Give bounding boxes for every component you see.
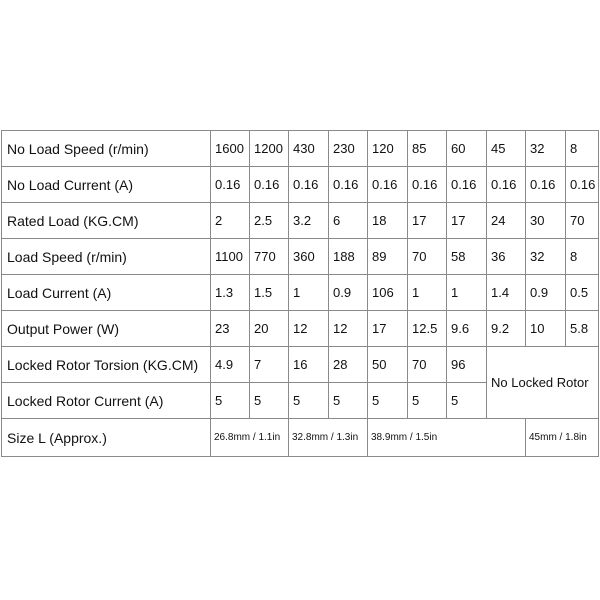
table-cell: 4.9 bbox=[211, 347, 250, 383]
table-cell: 5 bbox=[211, 383, 250, 419]
table-cell: 2.5 bbox=[250, 203, 289, 239]
table-cell: 17 bbox=[368, 311, 408, 347]
table-cell: 106 bbox=[368, 275, 408, 311]
table-cell: 12 bbox=[329, 311, 368, 347]
table-cell: 8 bbox=[566, 239, 599, 275]
no-locked-rotor-note: No Locked Rotor bbox=[487, 347, 599, 419]
table-cell: 0.16 bbox=[526, 167, 566, 203]
row-label: Size L (Approx.) bbox=[2, 419, 211, 457]
table-cell: 96 bbox=[447, 347, 487, 383]
table-row bbox=[2, 167, 599, 203]
table-cell: 12 bbox=[289, 311, 329, 347]
table-cell: 32 bbox=[526, 131, 566, 167]
table-cell: 30 bbox=[526, 203, 566, 239]
table-cell: 0.16 bbox=[368, 167, 408, 203]
table-row bbox=[2, 239, 599, 275]
table-cell: 45 bbox=[487, 131, 526, 167]
size-group-cell: 45mm / 1.8in bbox=[526, 419, 599, 457]
size-group-cell: 38.9mm / 1.5in bbox=[368, 419, 526, 457]
table-row bbox=[2, 275, 599, 311]
table-cell: 430 bbox=[289, 131, 329, 167]
row-label: Output Power (W) bbox=[2, 311, 211, 347]
table-cell: 1 bbox=[289, 275, 329, 311]
table-cell: 0.16 bbox=[289, 167, 329, 203]
table-cell: 120 bbox=[368, 131, 408, 167]
size-group-cell: 32.8mm / 1.3in bbox=[289, 419, 368, 457]
table-cell: 5.8 bbox=[566, 311, 599, 347]
table-cell: 0.9 bbox=[329, 275, 368, 311]
table-cell: 5 bbox=[408, 383, 447, 419]
table-cell: 230 bbox=[329, 131, 368, 167]
table-cell: 23 bbox=[211, 311, 250, 347]
table-cell: 0.5 bbox=[566, 275, 599, 311]
row-label: Load Current (A) bbox=[2, 275, 211, 311]
table-cell: 0.16 bbox=[447, 167, 487, 203]
table-cell: 0.16 bbox=[408, 167, 447, 203]
table-cell: 0.16 bbox=[566, 167, 599, 203]
table-cell: 60 bbox=[447, 131, 487, 167]
table-cell: 8 bbox=[566, 131, 599, 167]
table-cell: 18 bbox=[368, 203, 408, 239]
row-label: No Load Current (A) bbox=[2, 167, 211, 203]
table-cell: 89 bbox=[368, 239, 408, 275]
table-cell: 7 bbox=[250, 347, 289, 383]
table-cell: 85 bbox=[408, 131, 447, 167]
table-cell: 1600 bbox=[211, 131, 250, 167]
table-cell: 1.5 bbox=[250, 275, 289, 311]
row-label: Locked Rotor Torsion (KG.CM) bbox=[2, 347, 211, 383]
table-cell: 0.16 bbox=[211, 167, 250, 203]
table-cell: 70 bbox=[566, 203, 599, 239]
table-row bbox=[2, 131, 599, 167]
table-cell: 0.9 bbox=[526, 275, 566, 311]
table-row bbox=[2, 347, 599, 383]
row-label: Load Speed (r/min) bbox=[2, 239, 211, 275]
row-label: Rated Load (KG.CM) bbox=[2, 203, 211, 239]
table-cell: 1100 bbox=[211, 239, 250, 275]
table-cell: 70 bbox=[408, 239, 447, 275]
table-cell: 1200 bbox=[250, 131, 289, 167]
table-cell: 10 bbox=[526, 311, 566, 347]
table-cell: 50 bbox=[368, 347, 408, 383]
table-row bbox=[2, 311, 599, 347]
table-cell: 1.3 bbox=[211, 275, 250, 311]
table-cell: 20 bbox=[250, 311, 289, 347]
table-row bbox=[2, 419, 599, 457]
table-cell: 70 bbox=[408, 347, 447, 383]
row-label: Locked Rotor Current (A) bbox=[2, 383, 211, 419]
table-cell: 5 bbox=[368, 383, 408, 419]
table-cell: 360 bbox=[289, 239, 329, 275]
table-cell: 9.2 bbox=[487, 311, 526, 347]
table-cell: 2 bbox=[211, 203, 250, 239]
table-cell: 1.4 bbox=[487, 275, 526, 311]
table-cell: 6 bbox=[329, 203, 368, 239]
table-cell: 12.5 bbox=[408, 311, 447, 347]
table-cell: 770 bbox=[250, 239, 289, 275]
table-cell: 5 bbox=[250, 383, 289, 419]
table-cell: 1 bbox=[408, 275, 447, 311]
motor-spec-table bbox=[1, 130, 599, 457]
size-group-cell: 26.8mm / 1.1in bbox=[211, 419, 289, 457]
table-cell: 5 bbox=[329, 383, 368, 419]
table-cell: 17 bbox=[447, 203, 487, 239]
table-cell: 5 bbox=[289, 383, 329, 419]
table-cell: 28 bbox=[329, 347, 368, 383]
table-cell: 32 bbox=[526, 239, 566, 275]
table-cell: 16 bbox=[289, 347, 329, 383]
table-cell: 0.16 bbox=[250, 167, 289, 203]
table-cell: 0.16 bbox=[487, 167, 526, 203]
table-cell: 3.2 bbox=[289, 203, 329, 239]
table-cell: 24 bbox=[487, 203, 526, 239]
table-row bbox=[2, 203, 599, 239]
table-cell: 58 bbox=[447, 239, 487, 275]
table-cell: 17 bbox=[408, 203, 447, 239]
row-label: No Load Speed (r/min) bbox=[2, 131, 211, 167]
table-cell: 1 bbox=[447, 275, 487, 311]
table-cell: 36 bbox=[487, 239, 526, 275]
table-cell: 188 bbox=[329, 239, 368, 275]
table-cell: 0.16 bbox=[329, 167, 368, 203]
table-cell: 5 bbox=[447, 383, 487, 419]
table-cell: 9.6 bbox=[447, 311, 487, 347]
